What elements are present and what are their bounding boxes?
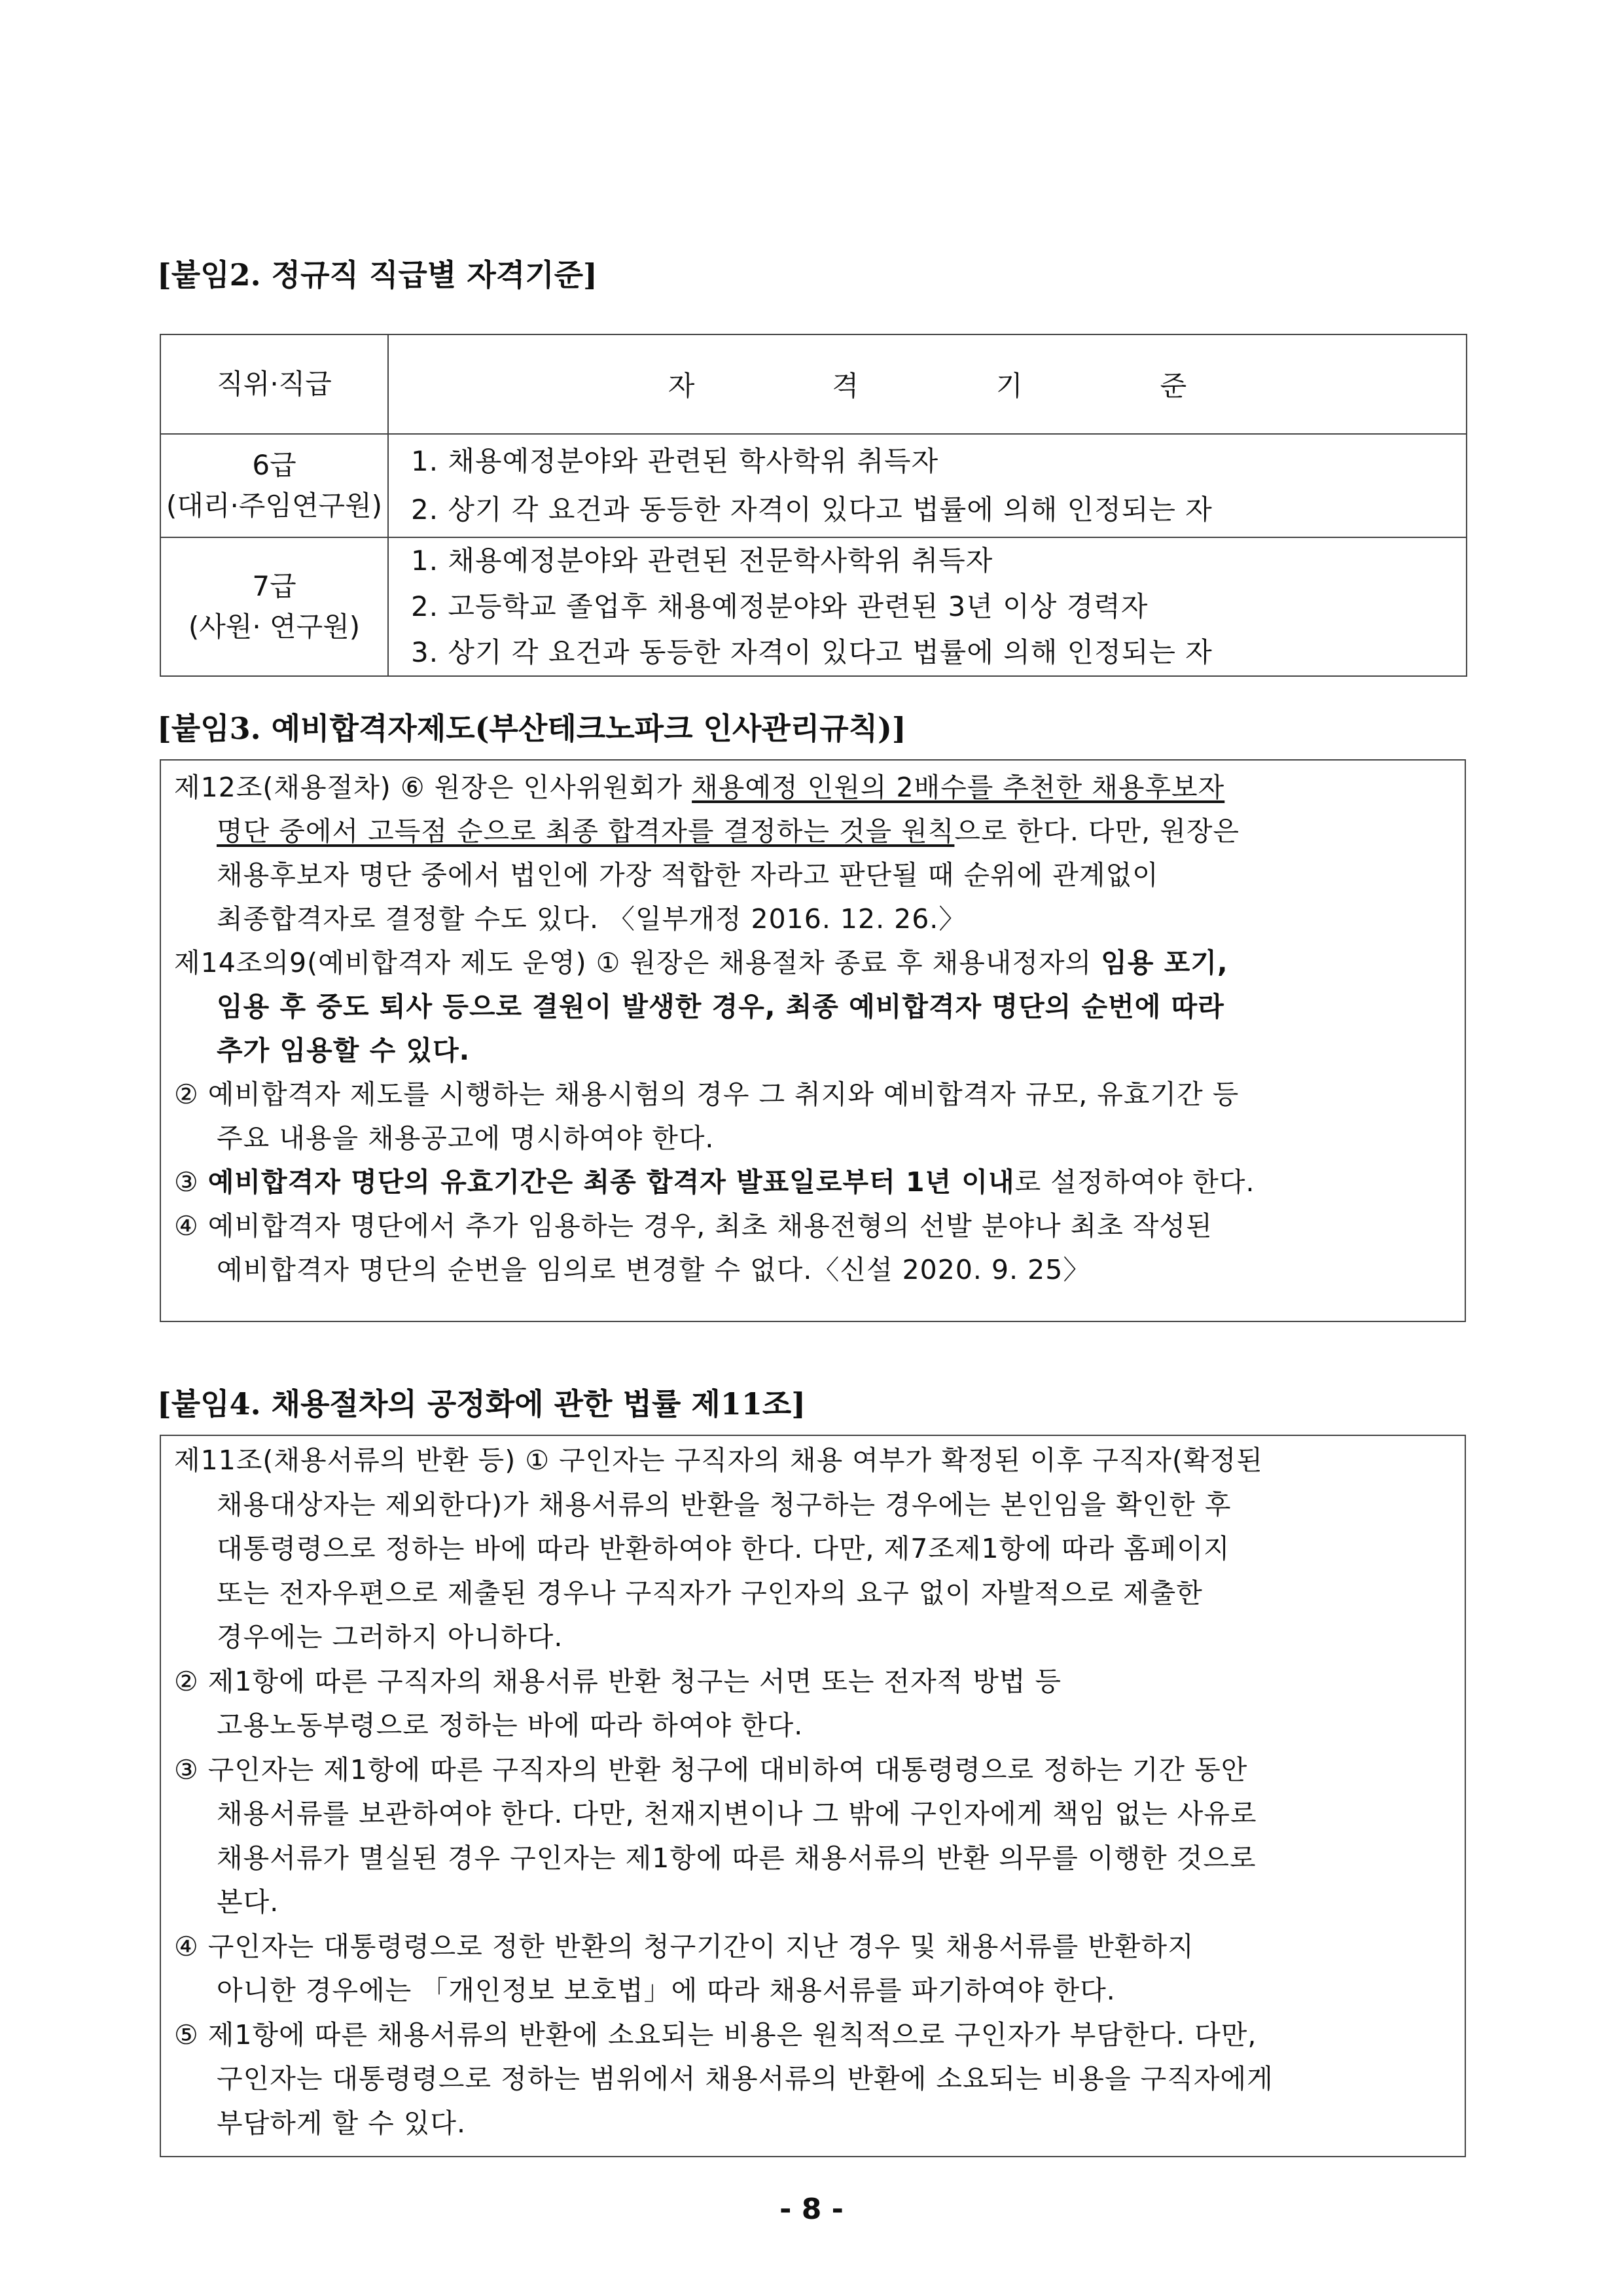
grade-qualification-table bbox=[160, 334, 1467, 677]
section3-regulation-box bbox=[160, 759, 1466, 1322]
text-line: 주요 내용을 채용공고에 명시하여야 한다. bbox=[217, 1122, 715, 1154]
text-line: 아니한 경우에는 「개인정보 보호법」에 따라 채용서류를 파기하여야 한다. bbox=[217, 1975, 1116, 2006]
text-line: 제14조의9(예비합격자 제도 운영) ① 원장은 채용절차 종료 후 채용내정자의 임용 포기, bbox=[174, 947, 1228, 978]
text-line: 명단 중에서 고득점 순으로 최종 합격자를 결정하는 것을 원칙으로 한다. 다만, 원장은 bbox=[217, 816, 1240, 847]
text-line: 고용노동부령으로 정하는 바에 따라 하여야 한다. bbox=[217, 1710, 804, 1741]
text-line: 채용서류가 멸실된 경우 구인자는 제1항에 따른 채용서류의 반환 의무를 이행한 것으로 bbox=[217, 1842, 1257, 1874]
text-line: ③ 예비합격자 명단의 유효기간은 최종 합격자 발표일로부터 1년 이내로 설정하여야 한다. bbox=[174, 1166, 1255, 1198]
text-line: ③ 구인자는 제1항에 따른 구직자의 반환 청구에 대비하여 대통령령으로 정하는 기간 동안 bbox=[174, 1753, 1248, 1785]
text-line: 추가 임용할 수 있다. bbox=[217, 1035, 471, 1066]
section3-title: [붙임3. 예비합격자제도(부산테크노파크 인사관리규칙)] bbox=[157, 711, 906, 746]
text-line: 경우에는 그러하지 아니하다. bbox=[217, 1621, 563, 1653]
table-header-row bbox=[160, 334, 1467, 434]
text-line: 예비합격자 명단의 순번을 임의로 변경할 수 없다.〈신설 2020. 9. 25〉 bbox=[217, 1254, 1091, 1285]
text-line: 제11조(채용서류의 반환 등) ① 구인자는 구직자의 채용 여부가 확정된 이후 구직자(확정된 bbox=[174, 1444, 1263, 1476]
text-line: ② 제1항에 따른 구직자의 채용서류 반환 청구는 서면 또는 전자적 방법 등 bbox=[174, 1665, 1062, 1697]
text-line: 부담하게 할 수 있다. bbox=[217, 2107, 466, 2139]
criteria-cell: 1. 채용예정분야와 관련된 전문학사학위 취득자 2. 고등학교 졸업후 채용예정분야와 관련된 3년 이상 경력자 3. 상기 각 요건과 동등한 자격이 있다고 법률에 의해 인정되는 자 bbox=[388, 537, 1467, 676]
section2-title: [붙임2. 정규직 직급별 자격기준] bbox=[157, 257, 597, 293]
text-line: 또는 전자우편으로 제출된 경우나 구직자가 구인자의 요구 없이 자발적으로 제출한 bbox=[217, 1577, 1203, 1609]
text-line: ② 예비합격자 제도를 시행하는 채용시험의 경우 그 취지와 예비합격자 규모, 유효기간 등 bbox=[174, 1079, 1240, 1110]
criteria-cell: 1. 채용예정분야와 관련된 학사학위 취득자 2. 상기 각 요건과 동등한 자격이 있다고 법률에 의해 인정되는 자 bbox=[388, 434, 1467, 537]
table-row bbox=[160, 434, 1467, 537]
table-row bbox=[160, 537, 1467, 676]
header-qualification: 자 격 기 준 bbox=[388, 334, 1467, 434]
grade-cell: 6급 (대리·주임연구원) bbox=[160, 434, 388, 537]
text-line: 채용후보자 명단 중에서 법인에 가장 적합한 자라고 판단될 때 순위에 관계없이 bbox=[217, 859, 1159, 891]
text-line: 본다. bbox=[217, 1886, 279, 1918]
text-line: 임용 후 중도 퇴사 등으로 결원이 발생한 경우, 최종 예비합격자 명단의 순번에 따라 bbox=[217, 991, 1224, 1022]
grade-cell: 7급 (사원· 연구원) bbox=[160, 537, 388, 676]
header-position-grade: 직위·직급 bbox=[160, 334, 388, 434]
text-line: 채용대상자는 제외한다)가 채용서류의 반환을 청구하는 경우에는 본인임을 확인한 후 bbox=[217, 1488, 1232, 1520]
text-line: 구인자는 대통령령으로 정하는 범위에서 채용서류의 반환에 소요되는 비용을 구직자에게 bbox=[217, 2063, 1274, 2094]
text-line: ⑤ 제1항에 따른 채용서류의 반환에 소요되는 비용은 원칙적으로 구인자가 부담한다. 다만, bbox=[174, 2018, 1257, 2051]
section4-title: [붙임4. 채용절차의 공정화에 관한 법률 제11조] bbox=[157, 1386, 806, 1422]
text-line: ④ 구인자는 대통령령으로 정한 반환의 청구기간이 지난 경우 및 채용서류를 반환하지 bbox=[174, 1930, 1194, 1962]
text-line: 제12조(채용절차) ⑥ 원장은 인사위원회가 채용예정 인원의 2배수를 추천한 채용후보자 bbox=[174, 772, 1225, 803]
text-line: 대통령령으로 정하는 바에 따라 반환하여야 한다. 다만, 제7조제1항에 따라 홈페이지 bbox=[217, 1533, 1230, 1564]
text-line: ④ 예비합격자 명단에서 추가 임용하는 경우, 최초 채용전형의 선발 분야나 최초 작성된 bbox=[174, 1210, 1213, 1242]
section4-law-box bbox=[160, 1435, 1466, 2157]
text-line: 최종합격자로 결정할 수도 있다. 〈일부개정 2016. 12. 26.〉 bbox=[217, 903, 967, 935]
text-line: 채용서류를 보관하여야 한다. 다만, 천재지변이나 그 밖에 구인자에게 책임 없는 사유로 bbox=[217, 1798, 1257, 1829]
page-number: - 8 - bbox=[779, 2193, 844, 2226]
